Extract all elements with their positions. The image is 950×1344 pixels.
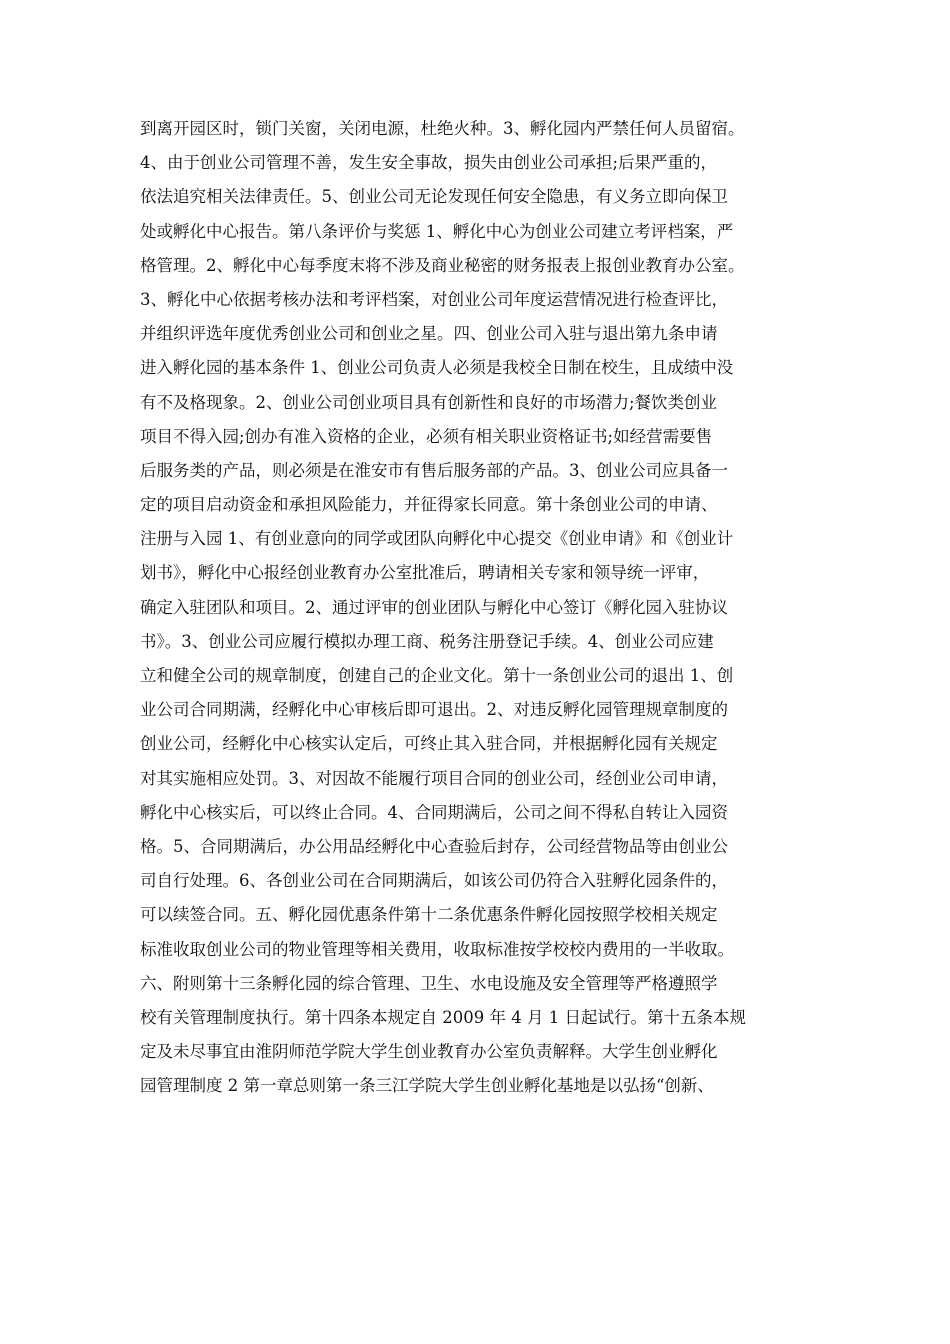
text-line: 业公司合同期满，经孵化中心审核后即可退出。2、对违反孵化园管理规章制度的	[140, 700, 728, 720]
text-line: 有不及格现象。2、创业公司创业项目具有创新性和良好的市场潜力;餐饮类创业	[140, 392, 718, 412]
text-line: 书》。3、创业公司应履行模拟办理工商、税务注册登记手续。4、创业公司应建	[140, 631, 714, 651]
text-line: 定的项目启动资金和承担风险能力，并征得家长同意。第十条创业公司的申请、	[140, 495, 718, 515]
text-line: 3、孵化中心依据考核办法和考评档案，对创业公司年度运营情况进行检查评比，	[140, 289, 728, 309]
text-line: 孵化中心核实后，可以终止合同。4、合同期满后，公司之间不得私自转让入园资	[140, 802, 728, 822]
text-line: 项目不得入园;创办有准入资格的企业，必须有相关职业资格证书;如经营需要售	[140, 426, 713, 446]
body-text	[140, 112, 830, 1103]
text-line: 创业公司，经孵化中心核实认定后，可终止其入驻合同，并根据孵化园有关规定	[140, 734, 718, 754]
text-line: 定及未尽事宜由淮阴师范学院大学生创业教育办公室负责解释。大学生创业孵化	[140, 1042, 718, 1062]
text-line: 立和健全公司的规章制度，创建自己的企业文化。第十一条创业公司的退出 1、创	[140, 666, 734, 685]
text-line: 可以续签合同。五、孵化园优惠条件第十二条优惠条件孵化园按照学校相关规定	[140, 905, 718, 925]
text-line: 进入孵化园的基本条件 1、创业公司负责人必须是我校全日制在校生，且成绩中没	[140, 358, 734, 378]
text-line: 标准收取创业公司的物业管理等相关费用，收取标准按学校校内费用的一半收取。	[140, 939, 734, 959]
text-line: 到离开园区时，锁门关窗，关闭电源，杜绝火种。3、孵化园内严禁任何人员留宿。	[140, 119, 745, 138]
text-line: 确定入驻团队和项目。2、通过评审的创业团队与孵化中心签订《孵化园入驻协议	[140, 597, 728, 617]
text-line: 司自行处理。6、各创业公司在合同期满后，如该公司仍符合入驻孵化园条件的，	[140, 871, 728, 891]
text-line: 4、由于创业公司管理不善，发生安全事故，损失由创业公司承担;后果严重的，	[140, 153, 718, 173]
text-line: 格。5、合同期满后，办公用品经孵化中心查验后封存，公司经营物品等由创业公	[140, 836, 728, 856]
text-line: 六、附则第十三条孵化园的综合管理、卫生、水电设施及安全管理等严格遵照学	[140, 973, 718, 993]
text-line: 对其实施相应处罚。3、对因故不能履行项目合同的创业公司，经创业公司申请，	[140, 768, 728, 788]
text-line: 并组织评选年度优秀创业公司和创业之星。四、创业公司入驻与退出第九条申请	[140, 324, 718, 344]
text-line: 格管理。2、孵化中心每季度末将不涉及商业秘密的财务报表上报创业教育办公室。	[140, 255, 745, 275]
text-line: 园管理制度 2 第一章总则第一条三江学院大学生创业孵化基地是以弘扬“创新、	[140, 1076, 714, 1096]
text-line: 注册与入园 1、有创业意向的同学或团队向孵化中心提交《创业申请》和《创业计	[140, 529, 734, 549]
text-line: 依法追究相关法律责任。5、创业公司无论发现任何安全隐患，有义务立即向保卫	[140, 187, 728, 207]
text-line: 校有关管理制度执行。第十四条本规定自 2009 年 4 月 1 日起试行。第十五条本规	[140, 1007, 746, 1027]
text-line: 处或孵化中心报告。第八条评价与奖惩 1、孵化中心为创业公司建立考评档案，严	[140, 221, 734, 241]
text-line: 划书》，孵化中心报经创业教育办公室批准后，聘请相关专家和领导统一评审，	[140, 563, 710, 583]
text-line: 后服务类的产品，则必须是在淮安市有售后服务部的产品。3、创业公司应具备一	[140, 460, 728, 480]
